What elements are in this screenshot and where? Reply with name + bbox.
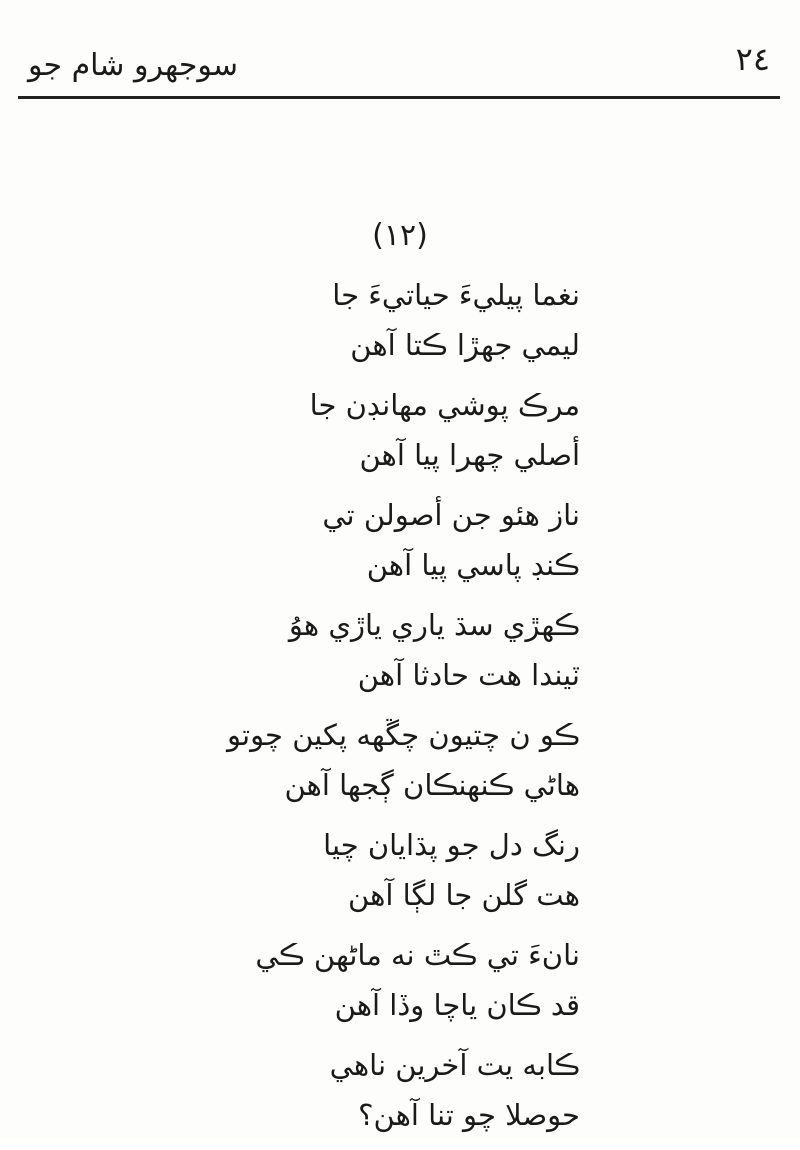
poem-body bbox=[200, 270, 580, 1150]
poem-number: (١٢) bbox=[372, 218, 428, 253]
verse-line: ڪهڙي سڌ ياري ياڙي هوُ bbox=[288, 608, 580, 642]
verse-line: ڪابه يت آخرين ناهي bbox=[329, 1048, 580, 1082]
verse-line: هاڻي ڪنهنڪان ڳجها آهن bbox=[284, 768, 580, 802]
header-rule bbox=[18, 96, 780, 99]
verse-line: ڪو ن چتيون چڱهه پکين چوتو bbox=[227, 718, 580, 752]
running-title: سوجھرو شام جو bbox=[28, 48, 239, 83]
page-number: ٢٤ bbox=[735, 40, 770, 78]
verse-line: ليمي جھڙا ڪتا آهن bbox=[350, 328, 580, 362]
stanza bbox=[200, 820, 580, 920]
page-header bbox=[18, 30, 780, 100]
stanza bbox=[200, 600, 580, 700]
verse-line: رنگ دل جو پڌايان چيا bbox=[323, 828, 580, 862]
verse-line: أصلي چهرا پيا آهن bbox=[359, 438, 580, 472]
stanza bbox=[200, 380, 580, 480]
stanza bbox=[200, 1040, 580, 1140]
stanza bbox=[200, 270, 580, 370]
verse-line: نغما پيليءَ حياتيءَ جا bbox=[332, 278, 580, 312]
verse-line: ڪنڊ پاسي پيا آهن bbox=[366, 548, 580, 582]
verse-line: حوصلا چو تنا آهن؟ bbox=[358, 1098, 580, 1132]
stanza bbox=[200, 930, 580, 1030]
stanza bbox=[200, 710, 580, 810]
verse-line: مرڪ پوشي مهانڊن جا bbox=[309, 388, 580, 422]
verse-line: ناز هئو جن أصولن تي bbox=[322, 498, 580, 532]
stanza bbox=[200, 490, 580, 590]
verse-line: نانءَ تي ڪٿ نه ماڻهن ڪي bbox=[255, 938, 580, 972]
verse-line: هت گلن جا لڳا آهن bbox=[348, 878, 580, 912]
verse-line: قد ڪان ياچا وڏا آهن bbox=[334, 988, 580, 1022]
verse-line: ٽيندا هت حادثا آهن bbox=[357, 658, 580, 692]
